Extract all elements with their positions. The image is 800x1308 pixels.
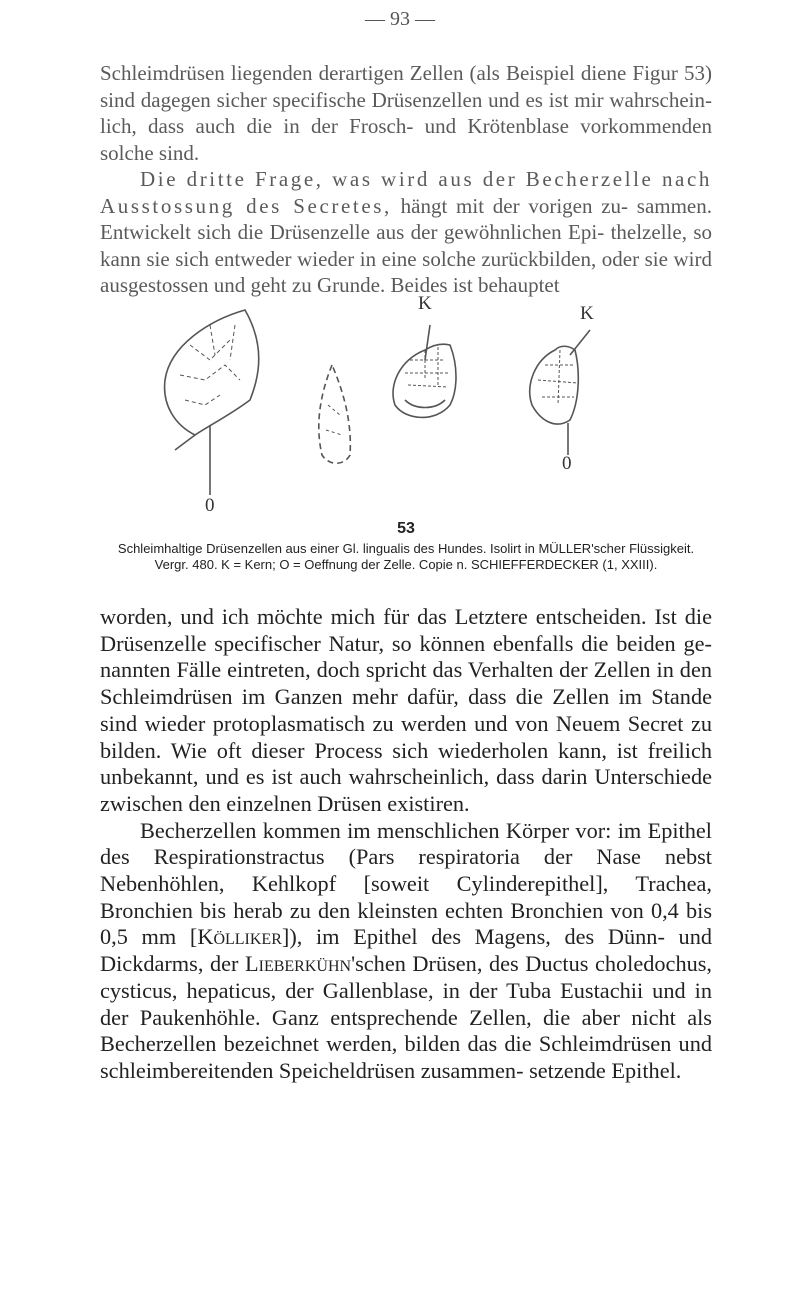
lower-text-block: [100, 604, 712, 1085]
cell-3-network: [405, 347, 450, 387]
cell-1-stalk: [175, 425, 210, 495]
upper-text-block: [100, 60, 712, 299]
paragraph-3: worden, und ich möchte mich für das Letztere entscheiden. Ist die Drüsenzelle specifischer Natur, so können ebenfalls die beiden ge- nannten Fälle eintreten, doch spricht das Verhalten der Zellen in den Schleimdrüsen im Ganzen mehr dafür, dass die Zellen im Stande sind wieder protoplasmatisch zu werden und von Neuem Secret zu bilden. Wie oft dieser Process sich wiederholen kann, ist freilich unbekannt, und es ist auch wahrscheinlich, dass darin Unterschiede zwischen den einzelnen Drüsen existiren.: [100, 604, 712, 816]
paragraph-4-part-2: ]), im Epithel des Magens, des Dünn- und Dickdarms, der: [100, 924, 712, 977]
paragraph-1: Schleimdrüsen liegenden derartigen Zellen (als Beispiel diene Figur 53) sind dagegen sicher specifische Drüsenzellen und es ist mir wahrschein- lich, dass auch die in der Frosch- und Krötenblase vorkommenden solche sind.: [100, 61, 712, 165]
figure-53: [150, 293, 650, 555]
figure-caption: Schleimhaltige Drüsenzellen aus einer Gl. lingualis des Hundes. Isolirt in MÜLLER'scher Flüssigkeit. Vergr. 480. K = Kern; O = Oeffnung der Zelle. Copie n. SCHIEFFERDECKER (1, XXIII).: [117, 541, 695, 572]
label-k-2: K: [580, 303, 594, 324]
cell-4-outline: [530, 346, 579, 424]
name-lieberkuhn: Lieberkühn: [245, 951, 352, 977]
k-pointer-2: [570, 330, 590, 355]
cells-illustration: [150, 305, 650, 525]
spaced-question: Die dritte Frage, was wird aus der Becherzelle nach Ausstossung des Secretes,: [100, 167, 712, 218]
label-o-1: 0: [205, 495, 215, 516]
cell-3-nucleus: [405, 400, 445, 408]
paragraph-2-rest: hängt mit der vorigen zu- sammen. Entwickelt sich die Drüsenzelle aus der gewöhnlichen Epi- thelzelle, so kann sie sich entweder wieder in eine solche zurückbilden, oder sie wird ausgestossen und geht zu Grunde. Beides ist behauptet: [100, 193, 712, 297]
label-k-1: K: [418, 293, 432, 314]
paragraph-2: [100, 166, 712, 299]
page-number: — 93 —: [365, 8, 435, 30]
cell-2-outline: [319, 365, 351, 463]
paragraph-4-part-1: Becherzellen kommen im menschlichen Körper vor: im Epithel des Respirationstractus (Pars respiratoria der Nase nebst Nebenhöhlen, Kehlkopf [soweit Cylinderepithel], Trachea, Bronchien bis herab zu den kleinsten echten Bronchien von 0,4 bis 0,5 mm [: [100, 817, 712, 950]
cell-1-network: [180, 325, 240, 405]
paragraph-4: [100, 818, 712, 1085]
figure-number: 53: [397, 520, 415, 537]
k-pointer-1: [425, 325, 430, 360]
cell-1-outline: [165, 310, 259, 435]
label-o-2: 0: [562, 453, 572, 474]
citation-kolliker: Kölliker: [197, 924, 282, 950]
paragraph-4-part-3: 'schen Drüsen, des Ductus choledochus, cysticus, hepaticus, der Gallenblase, in der Tuba Eustachii und in der Paukenhöhle. Ganz entsprechende Zellen, die aber nicht als Becherzellen bezeichnet werden, bilden das die Schleimdrüsen und schleimbereitenden Speicheldrüsen zusammen- setzende Epithel.: [100, 951, 713, 1083]
cell-2-network: [326, 405, 342, 435]
